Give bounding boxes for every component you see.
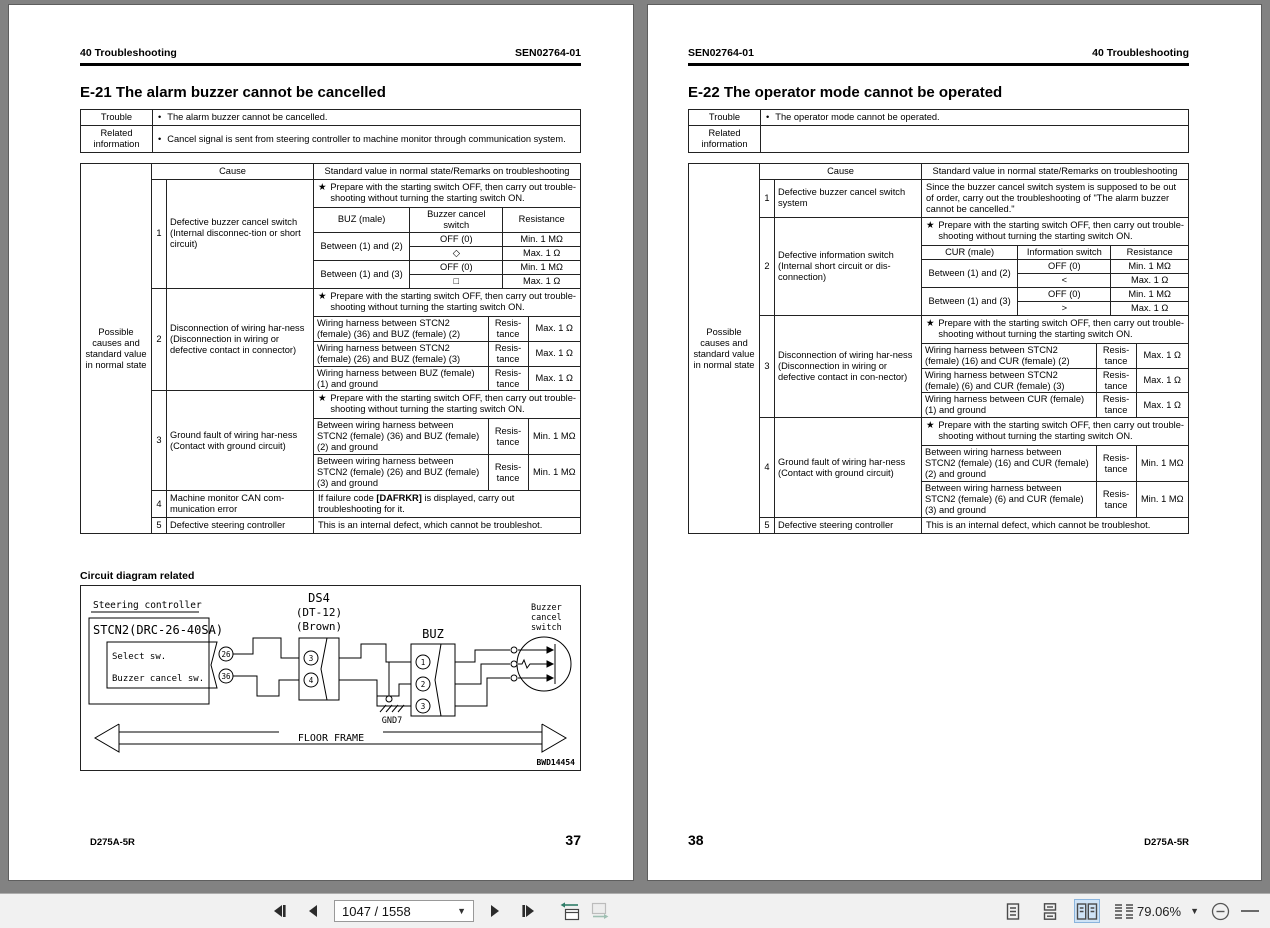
- switch-label-line2: cancel: [531, 613, 562, 623]
- measurement-table: [314, 208, 580, 288]
- check-table: [922, 344, 1188, 418]
- cause-cell: Disconnection of wiring har-ness (Disconnection in wiring or defective contact in con-nector): [775, 315, 922, 418]
- first-page-icon: [272, 904, 288, 918]
- cause-row: [689, 179, 1189, 217]
- switch-label-line1: Buzzer: [531, 603, 562, 613]
- next-page-button[interactable]: [483, 899, 507, 923]
- value-cell: [922, 315, 1189, 418]
- trouble-info-table: [80, 109, 581, 153]
- table-row: Between wiring harness between STCN2 (female) (26) and BUZ (female) (3) and ground Resis-tance Min. 1 MΩ: [314, 455, 580, 490]
- facing-view-button[interactable]: [1074, 899, 1100, 923]
- table-header-row: [81, 164, 581, 180]
- table-row: Between (1) and (2) OFF (0) Min. 1 MΩ: [314, 232, 580, 246]
- cause-cell: Ground fault of wiring har-ness (Contact with ground circuit): [167, 391, 314, 491]
- star-icon: ★: [318, 290, 327, 301]
- continuous-page-icon: [1040, 903, 1060, 920]
- controller-label: Steering controller: [93, 600, 202, 611]
- zoom-out-icon: [1211, 902, 1230, 921]
- circuit-diagram: [80, 585, 581, 771]
- page-header: [688, 47, 1189, 59]
- ds4-pin-3: 3: [308, 654, 314, 663]
- bullet: •: [158, 112, 162, 122]
- value-header: Standard value in normal state/Remarks on troubleshooting: [314, 164, 581, 180]
- table-row: Wiring harness between STCN2 (female) (6) and CUR (female) (3) Resis-tance Max. 1 Ω: [922, 368, 1188, 393]
- table-row: Between (1) and (3) OFF (0) Min. 1 MΩ: [922, 287, 1188, 301]
- page-footer: [688, 832, 1189, 848]
- figure-code: BWD14454: [536, 758, 575, 767]
- troubleshooting-table: [688, 163, 1189, 534]
- value-cell: [314, 288, 581, 391]
- ds4-type: (DT-12): [295, 606, 343, 619]
- cause-cell: Ground fault of wiring har-ness (Contact with ground circuit): [775, 418, 922, 518]
- cause-number: 3: [760, 315, 775, 418]
- ds4-pin-4: 4: [308, 676, 314, 685]
- check-table: [922, 446, 1188, 517]
- next-page-icon: [488, 904, 502, 918]
- prepare-note: ★ Prepare with the starting switch OFF, then carry out trouble-shooting without turning the starting switch ON.: [314, 180, 580, 208]
- table-header-row: [689, 164, 1189, 180]
- pin-26: 26: [221, 650, 231, 659]
- zoom-slider[interactable]: [1241, 910, 1259, 912]
- value-cell: [314, 179, 581, 288]
- header-chapter: 40 Troubleshooting: [1092, 47, 1189, 59]
- cause-cell: Defective buzzer cancel switch (Internal disconnec-tion or short circuit): [167, 179, 314, 288]
- cause-row: [81, 518, 581, 534]
- info-text: [761, 126, 1189, 153]
- page-header: [80, 47, 581, 59]
- cause-number: 2: [760, 217, 775, 315]
- table-row: CUR (male) Information switch Resistance: [922, 246, 1188, 259]
- cause-row: [81, 288, 581, 391]
- check-table: [314, 419, 580, 490]
- table-row: [689, 110, 1189, 126]
- single-page-icon: [1003, 903, 1023, 920]
- prepare-note: ★ Prepare with the starting switch OFF, then carry out trouble-shooting without turning the starting switch ON.: [314, 289, 580, 317]
- value-cell: If failure code [DAFRKR] is displayed, carry out troubleshooting for it.: [314, 491, 581, 518]
- cause-number: 1: [152, 179, 167, 288]
- page-number: 37: [565, 832, 581, 848]
- page-number: 38: [688, 832, 704, 848]
- table-row: Between wiring harness between STCN2 (female) (16) and CUR (female) (2) and ground Resis-tance Min. 1 MΩ: [922, 446, 1188, 481]
- table-row: Between wiring harness between STCN2 (female) (36) and BUZ (female) (2) and ground Resis-tance Min. 1 MΩ: [314, 419, 580, 454]
- header-rule: [80, 63, 581, 66]
- cause-cell: Defective steering controller: [775, 518, 922, 534]
- trouble-info-table: [688, 109, 1189, 153]
- side-label: Possible causes and standard value in normal state: [689, 164, 760, 534]
- model-code: D275A-5R: [90, 837, 135, 848]
- value-cell: [314, 391, 581, 491]
- page-footer: [90, 832, 581, 848]
- cause-row: [689, 315, 1189, 418]
- value-cell: Since the buzzer cancel switch system is supposed to be out of order, carry out the troubleshooting of "The alarm buzzer cannot be cancelled.": [922, 179, 1189, 217]
- previous-page-icon: [306, 904, 320, 918]
- viewer-toolbar: [0, 893, 1270, 928]
- ds4-color: (Brown): [295, 620, 343, 633]
- cause-row: [689, 518, 1189, 534]
- previous-view-button[interactable]: [557, 899, 581, 923]
- signal-buzzer-cancel-sw: Buzzer cancel sw.: [112, 674, 205, 684]
- cause-number: 4: [152, 491, 167, 518]
- gnd-label: GND7: [381, 716, 403, 726]
- star-icon: ★: [926, 317, 935, 328]
- cause-number: 4: [760, 418, 775, 518]
- previous-view-icon: [557, 901, 581, 921]
- header-chapter: 40 Troubleshooting: [80, 47, 177, 59]
- value-cell: This is an internal defect, which cannot be troubleshot.: [314, 518, 581, 534]
- cause-row: [81, 179, 581, 288]
- ds4-name: DS4: [308, 591, 330, 605]
- value-cell: This is an internal defect, which cannot be troubleshot.: [922, 518, 1189, 534]
- next-view-button[interactable]: [590, 899, 614, 923]
- side-label: Possible causes and standard value in normal state: [81, 164, 152, 534]
- cause-header: Cause: [760, 164, 922, 180]
- table-row: Wiring harness between STCN2 (female) (36) and BUZ (female) (2) Resis-tance Max. 1 Ω: [314, 317, 580, 341]
- prepare-note: ★ Prepare with the starting switch OFF, then carry out trouble-shooting without turning the starting switch ON.: [922, 418, 1188, 446]
- cause-cell: Defective steering controller: [167, 518, 314, 534]
- last-page-icon: [520, 904, 536, 918]
- next-view-icon: [590, 901, 614, 921]
- cause-cell: Disconnection of wiring har-ness (Disconnection in wiring or defective contact in connector): [167, 288, 314, 391]
- cause-number: 3: [152, 391, 167, 491]
- table-row: Between (1) and (2) OFF (0) Min. 1 MΩ: [922, 259, 1188, 273]
- table-row: Between (1) and (3) OFF (0) Min. 1 MΩ: [314, 260, 580, 274]
- table-row: [81, 126, 581, 153]
- cause-row: [81, 491, 581, 518]
- star-icon: ★: [926, 420, 935, 431]
- section-title: E-22 The operator mode cannot be operated: [688, 84, 1003, 101]
- prepare-note: ★ Prepare with the starting switch OFF, then carry out trouble-shooting without turning the starting switch ON.: [314, 391, 580, 419]
- table-row: [81, 110, 581, 126]
- floor-frame-label: FLOOR FRAME: [297, 733, 365, 744]
- info-label: Related information: [689, 126, 761, 153]
- cause-row: [81, 391, 581, 491]
- table-row: [689, 126, 1189, 153]
- cause-cell: Defective information switch (Internal short circuit or dis-connection): [775, 217, 922, 315]
- buz-pin-2: 2: [420, 680, 426, 689]
- switch-label-line3: switch: [531, 623, 562, 633]
- table-row: Wiring harness between BUZ (female) (1) and ground Resis-tance Max. 1 Ω: [314, 366, 580, 390]
- chevron-down-icon[interactable]: ▼: [457, 906, 466, 916]
- first-page-button[interactable]: [268, 899, 292, 923]
- zoom-dropdown-caret-icon[interactable]: ▼: [1190, 906, 1200, 916]
- info-text: • The alarm buzzer cannot be cancelled.: [153, 110, 581, 126]
- facing-continuous-view-button[interactable]: [1111, 899, 1137, 923]
- header-rule: [688, 63, 1189, 66]
- star-icon: ★: [318, 393, 327, 404]
- page-field-value: 1047 / 1558: [342, 903, 411, 919]
- previous-page-button[interactable]: [301, 899, 325, 923]
- info-label: Trouble: [81, 110, 153, 126]
- header-doc-code: SEN02764-01: [515, 47, 581, 59]
- model-code: D275A-5R: [1144, 837, 1189, 848]
- cause-number: 1: [760, 179, 775, 217]
- pin-36: 36: [221, 672, 231, 681]
- zoom-out-button[interactable]: [1208, 899, 1232, 923]
- cause-cell: Defective buzzer cancel switch system: [775, 179, 922, 217]
- cause-row: [689, 418, 1189, 518]
- facing-pages-icon: [1076, 903, 1098, 920]
- bullet: •: [158, 133, 162, 144]
- table-row: □ Max. 1 Ω: [314, 274, 580, 287]
- zoom-level-value[interactable]: 79.06%: [1137, 903, 1182, 919]
- check-table: [314, 317, 580, 391]
- cause-number: 5: [152, 518, 167, 534]
- facing-continuous-icon: [1113, 903, 1135, 920]
- buz-name: BUZ: [422, 627, 444, 641]
- star-icon: ★: [926, 219, 935, 230]
- section-title: E-21 The alarm buzzer cannot be cancelled: [80, 84, 386, 101]
- cause-number: 5: [760, 518, 775, 534]
- table-row: < Max. 1 Ω: [922, 273, 1188, 287]
- info-text: • Cancel signal is sent from steering controller to machine monitor through communication system.: [153, 126, 581, 153]
- cause-cell: Machine monitor CAN com-munication error: [167, 491, 314, 518]
- signal-select-sw: Select sw.: [112, 652, 167, 662]
- failure-code: [DAFRKR]: [376, 493, 422, 504]
- bullet: •: [766, 112, 770, 122]
- cause-row: [689, 217, 1189, 315]
- connector-name: STCN2(DRC-26-40SA): [93, 623, 224, 637]
- value-cell: [922, 217, 1189, 315]
- info-text: • The operator mode cannot be operated.: [761, 110, 1189, 126]
- continuous-view-button[interactable]: [1037, 899, 1063, 923]
- cause-header: Cause: [152, 164, 314, 180]
- pdf-page-right: [647, 4, 1262, 881]
- buz-pin-3: 3: [420, 702, 426, 711]
- page-number-input[interactable]: [334, 900, 474, 922]
- star-icon: ★: [318, 181, 327, 192]
- table-row: Wiring harness between CUR (female) (1) and ground Resis-tance Max. 1 Ω: [922, 393, 1188, 417]
- cause-number: 2: [152, 288, 167, 391]
- measurement-table: [922, 246, 1188, 315]
- info-label: Trouble: [689, 110, 761, 126]
- table-row: BUZ (male) Buzzer cancel switch Resistance: [314, 208, 580, 232]
- value-cell: [922, 418, 1189, 518]
- header-doc-code: SEN02764-01: [688, 47, 754, 59]
- table-row: Wiring harness between STCN2 (female) (26) and BUZ (female) (3) Resis-tance Max. 1 Ω: [314, 341, 580, 366]
- pdf-page-left: [8, 4, 634, 881]
- table-row: Between wiring harness between STCN2 (female) (6) and CUR (female) (3) and ground Resis-tance Min. 1 MΩ: [922, 482, 1188, 517]
- single-page-view-button[interactable]: [1000, 899, 1026, 923]
- diagram-heading: Circuit diagram related: [80, 570, 195, 582]
- prepare-note: ★ Prepare with the starting switch OFF, then carry out trouble-shooting without turning the starting switch ON.: [922, 218, 1188, 246]
- last-page-button[interactable]: [516, 899, 540, 923]
- value-header: Standard value in normal state/Remarks on troubleshooting: [922, 164, 1189, 180]
- table-row: Wiring harness between STCN2 (female) (16) and CUR (female) (2) Resis-tance Max. 1 Ω: [922, 344, 1188, 368]
- table-row: ◇ Max. 1 Ω: [314, 246, 580, 260]
- troubleshooting-table: [80, 163, 581, 534]
- circuit-diagram-svg: [81, 586, 580, 770]
- prepare-note: ★ Prepare with the starting switch OFF, then carry out trouble-shooting without turning the starting switch ON.: [922, 316, 1188, 344]
- info-label: Related information: [81, 126, 153, 153]
- table-row: > Max. 1 Ω: [922, 301, 1188, 314]
- buz-pin-1: 1: [420, 658, 426, 667]
